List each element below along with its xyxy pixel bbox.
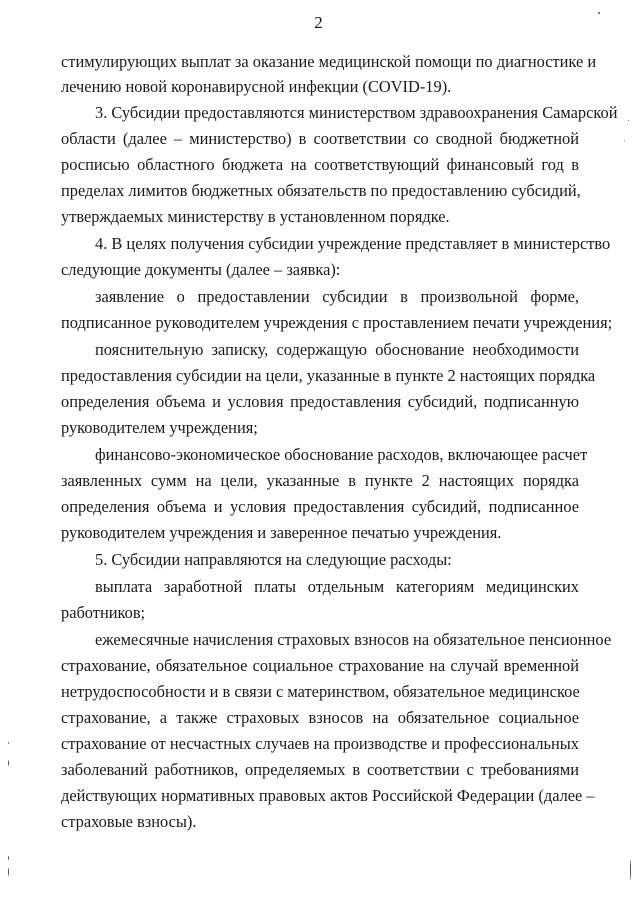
text-line: утверждаемых министерству в установленном порядке. bbox=[61, 207, 450, 226]
text-line: заявление о предоставлении субсидии в произвольной форме, bbox=[95, 287, 579, 306]
text-line: страхование от несчастных случаев на производстве и профессиональных bbox=[61, 734, 579, 753]
text-line: 4. В целях получения субсидии учреждение представляет в министерство bbox=[95, 234, 611, 253]
text-line: финансово-экономическое обоснование расходов, включающее расчет bbox=[95, 445, 588, 464]
text-line: заявленных сумм на цели, указанные в пункте 2 настоящих порядка bbox=[61, 471, 579, 490]
text-line: следующие документы (далее – заявка): bbox=[61, 260, 341, 279]
text-line: предоставления субсидии на цели, указанные в пункте 2 настоящих порядка bbox=[61, 366, 596, 385]
text-line: работников; bbox=[61, 603, 146, 622]
text-line: ежемесячные начисления страховых взносов на обязательное пенсионное bbox=[95, 630, 612, 649]
text-line: 3. Субсидии предоставляются министерством здравоохранения Самарской bbox=[95, 103, 618, 122]
text-line: заболеваний работников, определяемых в соответствии с требованиями bbox=[61, 760, 579, 779]
text-line: определения объема и условия предоставления субсидий, подписанное bbox=[61, 497, 579, 516]
text-line: выплата заработной платы отдельным категориям медицинских bbox=[95, 577, 579, 596]
text-line: руководителем учреждения; bbox=[61, 418, 258, 437]
scan-speck bbox=[630, 860, 631, 880]
text-line: действующих нормативных правовых актов Российской Федерации (далее – bbox=[61, 786, 595, 805]
scan-speck bbox=[8, 868, 9, 876]
text-line: определения объема и условия предоставления субсидий, подписанную bbox=[61, 392, 579, 411]
text-line: страховые взносы). bbox=[61, 812, 197, 831]
scan-speck bbox=[8, 742, 9, 744]
text-line: страхование, а также страховых взносов на обязательное социальное bbox=[61, 708, 579, 727]
scan-speck bbox=[8, 856, 9, 860]
text-line: подписанное руководителем учреждения с проставлением печати учреждения; bbox=[61, 313, 613, 332]
text-line: лечению новой коронавирусной инфекции (COVID-19). bbox=[61, 77, 452, 96]
text-line: стимулирующих выплат за оказание медицинской помощи по диагностике и bbox=[61, 52, 597, 71]
scan-speck bbox=[8, 760, 9, 766]
text-line: нетрудоспособности и в связи с материнством, обязательное медицинское bbox=[61, 682, 580, 701]
scan-speck bbox=[598, 12, 600, 14]
text-line: руководителем учреждения и заверенное печатью учреждения. bbox=[61, 523, 502, 542]
text-line: пояснительную записку, содержащую обоснование необходимости bbox=[95, 340, 579, 359]
scan-speck bbox=[628, 120, 629, 121]
page-number: 2 bbox=[314, 13, 323, 32]
text-line: 5. Субсидии направляются на следующие расходы: bbox=[95, 550, 452, 569]
text-line: росписью областного бюджета на соответствующий финансовый год в bbox=[61, 155, 579, 174]
text-line: страхование, обязательное социальное страхование на случай временной bbox=[61, 656, 579, 675]
text-line: пределах лимитов бюджетных обязательств по предоставлению субсидий, bbox=[61, 181, 581, 200]
text-line: области (далее – министерство) в соответствии со сводной бюджетной bbox=[61, 129, 579, 148]
scan-speck bbox=[624, 140, 625, 141]
